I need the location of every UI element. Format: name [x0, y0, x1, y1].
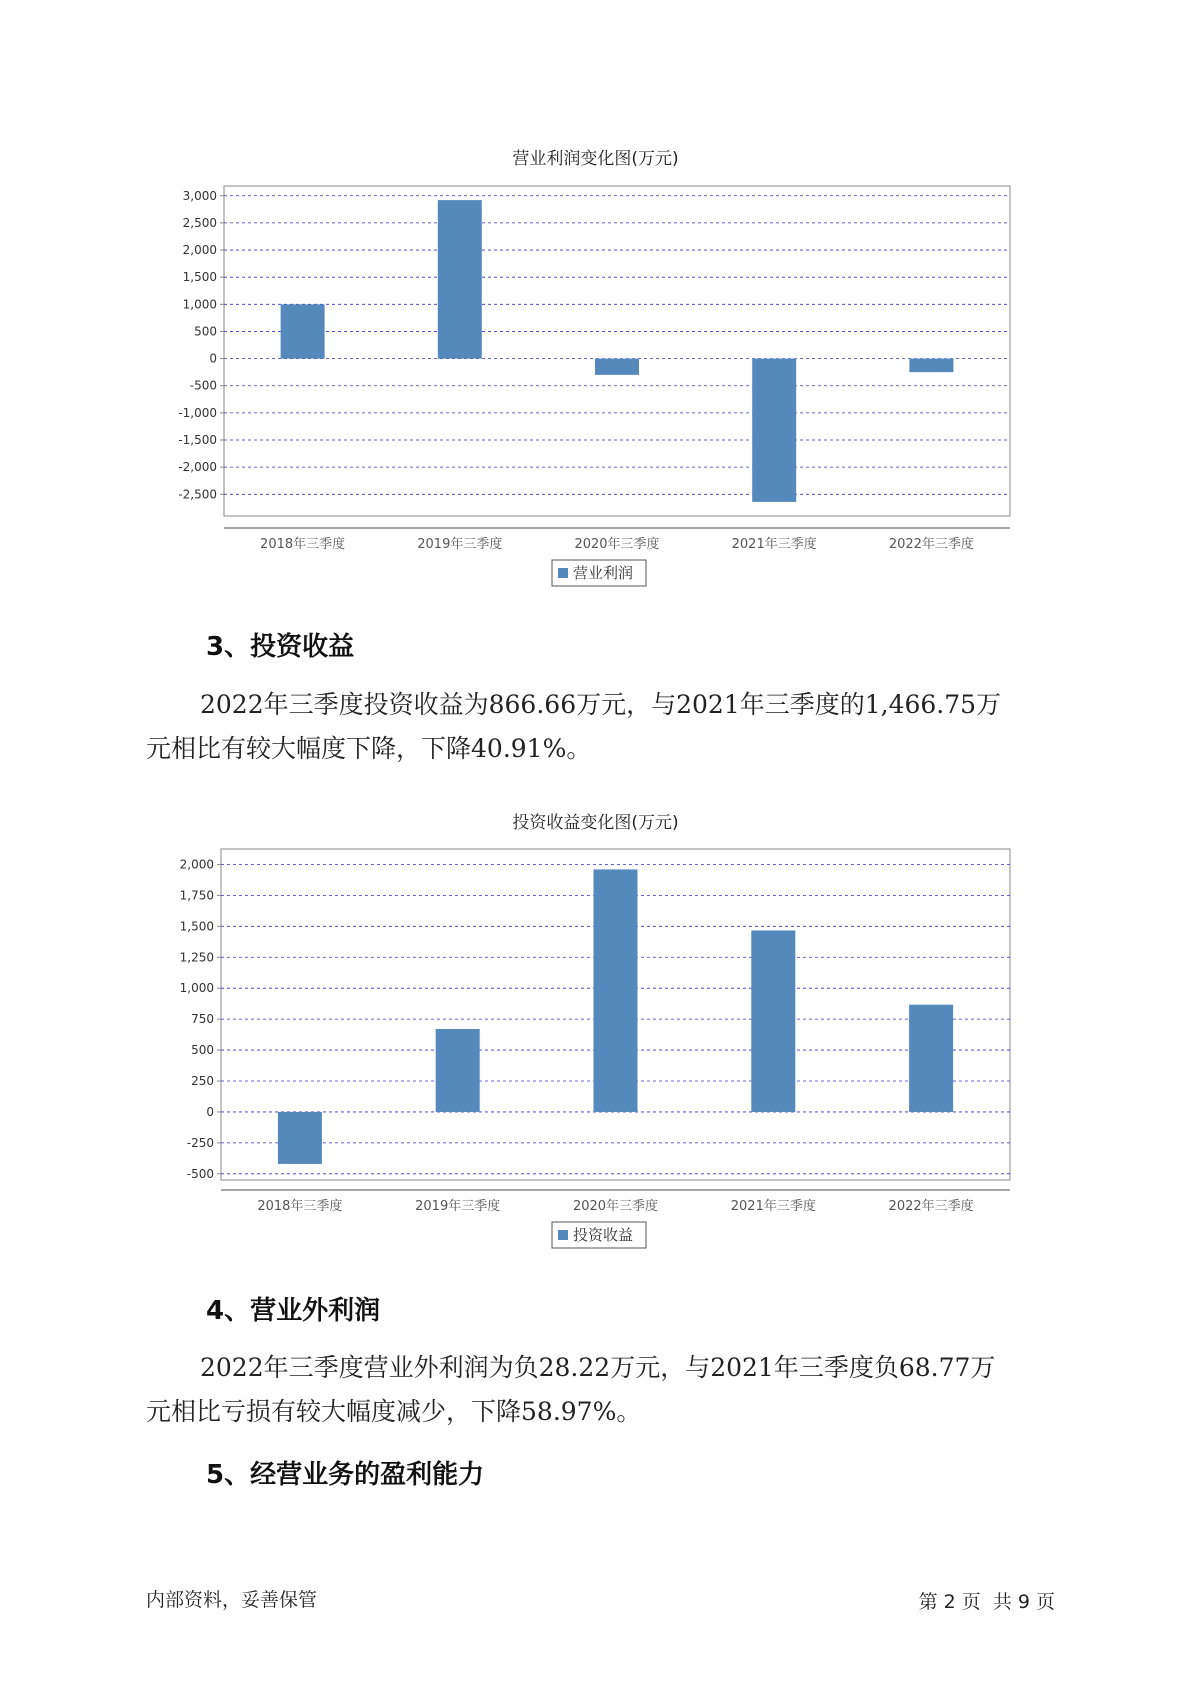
x-tick-label: 2019年三季度	[415, 1199, 501, 1214]
y-tick-label: 0	[206, 1104, 214, 1119]
legend	[552, 1222, 646, 1248]
bar-2018年三季度	[278, 1112, 322, 1164]
y-tick-label: 2,000	[179, 857, 214, 872]
section-heading-investment-income: 3、投资收益	[206, 632, 355, 662]
bar-2022年三季度	[909, 1005, 953, 1112]
y-tick-label: 1,000	[182, 297, 217, 312]
y-tick-label: 500	[194, 324, 217, 339]
legend-label: 投资收益	[573, 1226, 634, 1244]
section-heading-non-operating-profit: 4、营业外利润	[206, 1296, 381, 1326]
x-tick-label: 2020年三季度	[574, 537, 660, 552]
x-tick-label: 2021年三季度	[731, 537, 817, 552]
x-tick-label: 2018年三季度	[257, 1199, 343, 1214]
x-tick-label: 2018年三季度	[260, 537, 346, 552]
paragraph-non-operating-profit	[146, 1346, 1046, 1434]
y-tick-label: -500	[186, 1166, 214, 1181]
y-tick-label: 1,750	[179, 888, 214, 903]
y-tick-label: 1,500	[182, 270, 217, 285]
y-tick-label: 750	[191, 1012, 214, 1027]
x-tick-label: 2019年三季度	[417, 537, 503, 552]
x-tick-label: 2021年三季度	[730, 1199, 816, 1214]
paragraph-line: 元相比有较大幅度下降，下降40.91%。	[146, 734, 592, 763]
y-tick-label: 500	[191, 1043, 214, 1058]
y-tick-label: 0	[209, 351, 217, 366]
y-tick-label: 250	[191, 1074, 214, 1089]
paragraph-line: 2022年三季度投资收益为866.66万元，与2021年三季度的1,466.75万	[200, 690, 1002, 719]
y-tick-label: 1,250	[179, 950, 214, 965]
chart-title-investment-income: 投资收益变化图(万元)	[512, 813, 679, 833]
y-tick-label: 1,500	[179, 919, 214, 934]
footer-page-number: 第 2 页 共 9 页	[918, 1591, 1055, 1613]
paragraph-line: 元相比亏损有较大幅度减少，下降58.97%。	[146, 1397, 642, 1426]
y-tick-label: -1,000	[178, 405, 217, 420]
chart-title-operating-profit: 营业利润变化图(万元)	[512, 149, 679, 169]
y-tick-label: 2,000	[182, 243, 217, 258]
legend-label: 营业利润	[573, 564, 634, 582]
y-tick-label: 2,500	[182, 215, 217, 230]
y-tick-label: -250	[186, 1135, 214, 1150]
bar-2021年三季度	[751, 930, 795, 1111]
footer-confidential-note: 内部资料，妥善保管	[146, 1589, 318, 1611]
x-tick-label: 2022年三季度	[888, 1199, 974, 1214]
bar-2019年三季度	[436, 1029, 480, 1112]
y-tick-label: -500	[189, 378, 217, 393]
y-tick-label: -1,500	[178, 433, 217, 448]
bar-2020年三季度	[594, 869, 638, 1112]
y-tick-label: -2,500	[178, 487, 217, 502]
x-tick-label: 2020年三季度	[572, 1199, 659, 1214]
y-tick-label: 1,000	[179, 981, 214, 996]
y-tick-label: 3,000	[182, 188, 217, 203]
section-heading-profitability: 5、经营业务的盈利能力	[206, 1460, 485, 1490]
x-tick-label: 2022年三季度	[888, 537, 974, 552]
y-tick-label: -2,000	[178, 460, 217, 475]
legend-swatch	[558, 1230, 568, 1240]
paragraph-line: 2022年三季度营业外利润为负28.22万元，与2021年三季度负68.77万	[200, 1353, 996, 1382]
